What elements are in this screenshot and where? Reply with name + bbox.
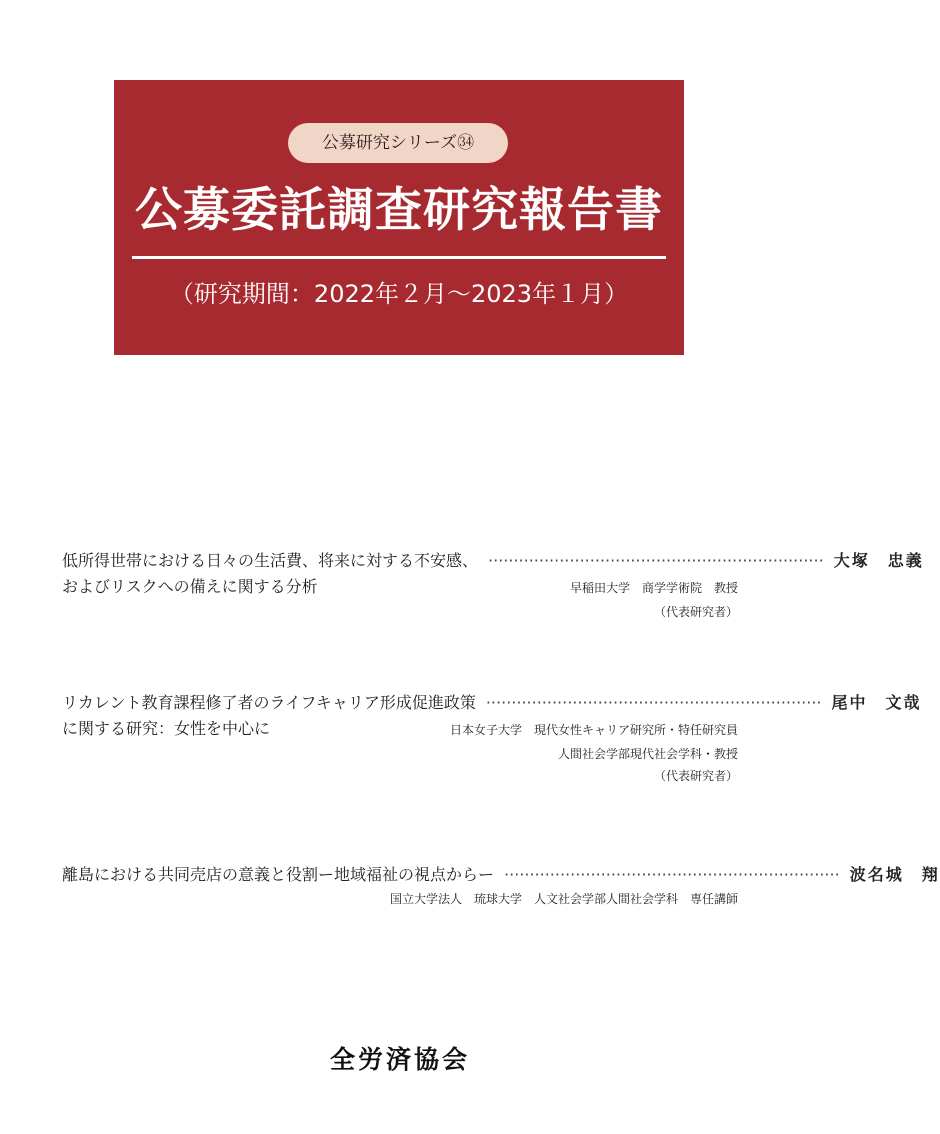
entry-affiliation: 国立大学法人 琉球大学 人文社会学部人間社会学科 専任講師: [389, 892, 738, 906]
entry-title-continued: およびリスクへの備えに関する分析: [62, 577, 318, 596]
title-divider: [132, 256, 666, 259]
cover-banner: [114, 80, 684, 355]
report-title: 公募委託調査研究報告書: [135, 183, 663, 238]
entry-author: 尾中 文哉: [831, 693, 922, 712]
research-period: （研究期間：2022年２月～2023年１月）: [169, 280, 629, 308]
leader-dots: ··································································: [504, 865, 840, 884]
leader-dots: ··································································: [488, 551, 824, 570]
entry-affiliation: 日本女子大学 現代女性キャリア研究所・特任研究員: [449, 723, 738, 737]
entry-author: 大塚 忠義: [833, 551, 924, 570]
entry-role: （代表研究者）: [653, 769, 738, 783]
entry-affiliation: 早稲田大学 商学学術院 教授: [569, 581, 738, 595]
entry-title-continued: に関する研究：女性を中心に: [62, 719, 271, 738]
toc-entry: [62, 548, 924, 623]
entry-affiliation-continued: 人間社会学部現代社会学科・教授: [557, 747, 738, 761]
toc-entry: [62, 690, 922, 787]
toc-entry: [62, 862, 940, 910]
entry-title: 低所得世帯における日々の生活費、将来に対する不安感、: [62, 551, 479, 570]
leader-dots: ··································································: [485, 693, 822, 712]
entry-role: （代表研究者）: [653, 605, 738, 619]
series-label: 公募研究シリーズ㉞: [288, 123, 508, 163]
entry-title: リカレント教育課程修了者のライフキャリア形成促進政策: [62, 693, 476, 712]
entry-author: 波名城 翔: [849, 865, 940, 884]
publisher-name: 全労済協会: [329, 1045, 470, 1074]
entry-title: 離島における共同売店の意義と役割ー地域福祉の視点からー: [62, 865, 495, 884]
